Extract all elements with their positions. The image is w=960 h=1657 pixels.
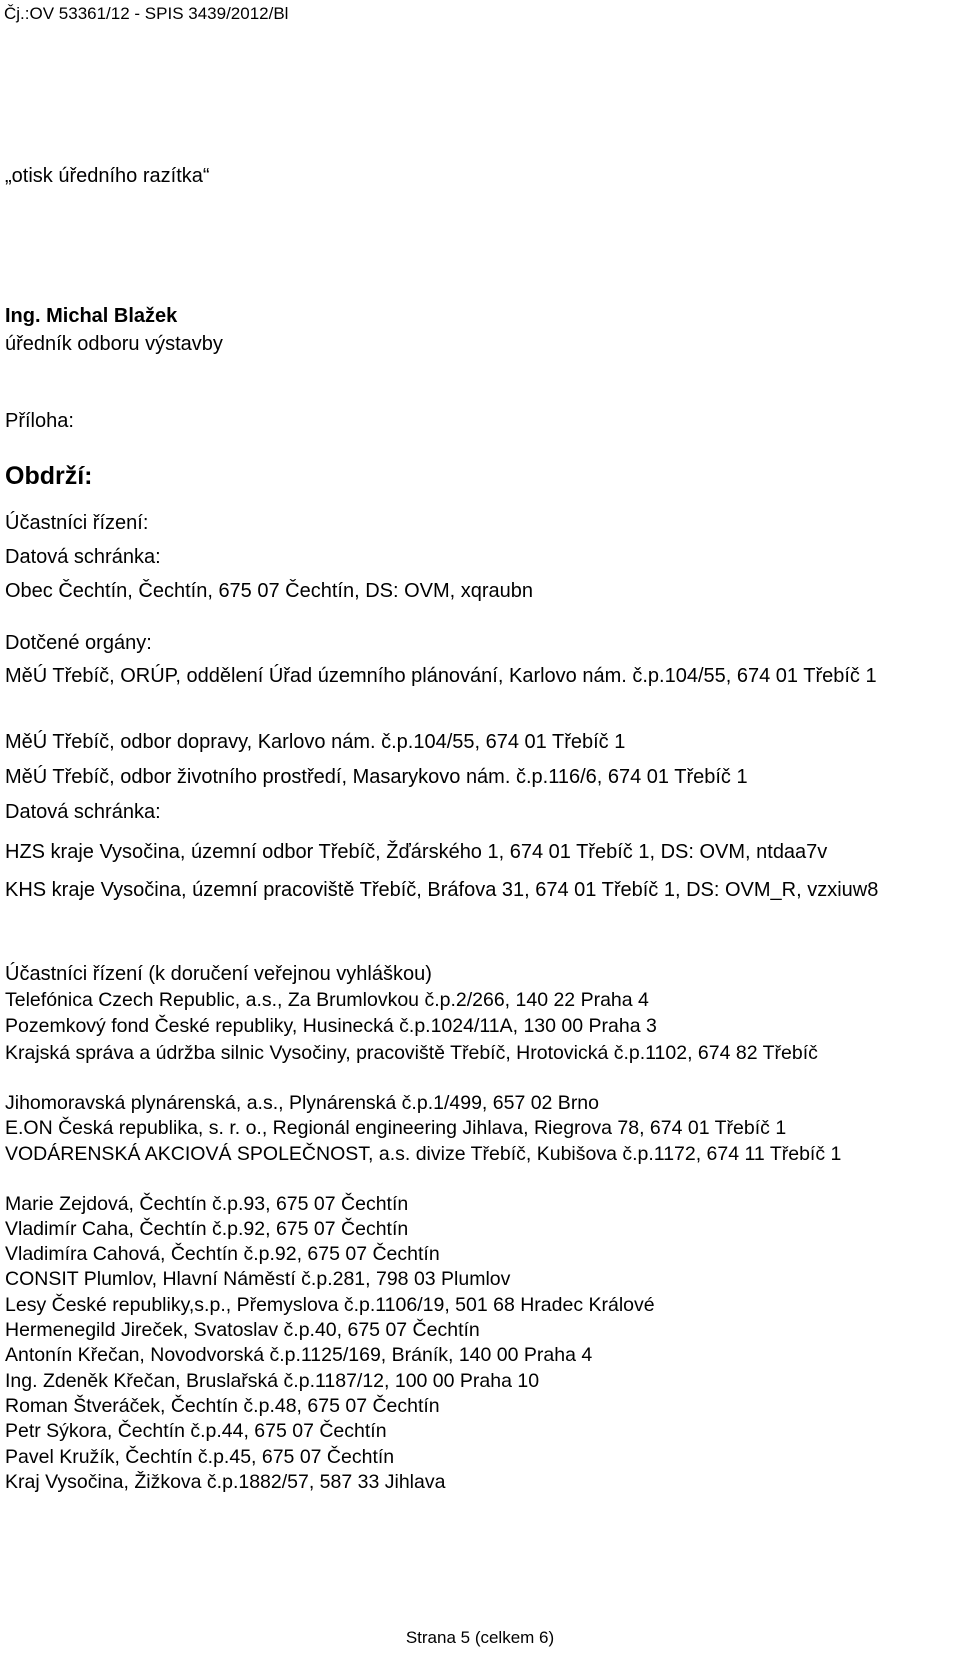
list-item: Marie Zejdová, Čechtín č.p.93, 675 07 Čechtín <box>5 1193 409 1215</box>
recipients-title: Obdrží: <box>5 462 93 490</box>
authority-entry: KHS kraje Vysočina, územní pracoviště Třebíč, Bráfova 31, 674 01 Třebíč 1, DS: OVM_R, vzxiuw8 <box>5 879 879 901</box>
stamp-note: „otisk úředního razítka“ <box>5 165 210 187</box>
list-item: Vladimír Caha, Čechtín č.p.92, 675 07 Čechtín <box>5 1218 409 1240</box>
list-item: CONSIT Plumlov, Hlavní Náměstí č.p.281, 798 03 Plumlov <box>5 1268 511 1290</box>
signatory-role: úředník odboru výstavby <box>5 333 223 355</box>
authority-entry: MěÚ Třebíč, odbor dopravy, Karlovo nám. č.p.104/55, 674 01 Třebíč 1 <box>5 731 626 753</box>
affected-authorities-label: Dotčené orgány: <box>5 632 152 654</box>
databox-label: Datová schránka: <box>5 801 161 823</box>
authority-entry: HZS kraje Vysočina, územní odbor Třebíč, Žďárského 1, 674 01 Třebíč 1, DS: OVM, ntdaa7v <box>5 841 828 863</box>
list-item: E.ON Česká republika, s. r. o., Regionál engineering Jihlava, Riegrova 78, 674 01 Třebíč 1 <box>5 1117 787 1139</box>
list-item: Telefónica Czech Republic, a.s., Za Brumlovkou č.p.2/266, 140 22 Praha 4 <box>5 989 649 1011</box>
authority-entry: MěÚ Třebíč, odbor životního prostředí, Masarykovo nám. č.p.116/6, 674 01 Třebíč 1 <box>5 766 748 788</box>
document-reference: Čj.:OV 53361/12 - SPIS 3439/2012/Bl <box>4 4 289 23</box>
list-item: Pavel Kružík, Čechtín č.p.45, 675 07 Čechtín <box>5 1446 395 1468</box>
list-item: Kraj Vysočina, Žižkova č.p.1882/57, 587 33 Jihlava <box>5 1471 446 1493</box>
participant-entry: Obec Čechtín, Čechtín, 675 07 Čechtín, DS: OVM, xqraubn <box>5 580 534 602</box>
list-item: Roman Štveráček, Čechtín č.p.48, 675 07 Čechtín <box>5 1395 440 1417</box>
public-notice-label: Účastníci řízení (k doručení veřejnou vyhláškou) <box>5 963 432 985</box>
signatory-name: Ing. Michal Blažek <box>5 305 178 327</box>
list-item: Petr Sýkora, Čechtín č.p.44, 675 07 Čechtín <box>5 1420 387 1442</box>
list-item: Krajská správa a údržba silnic Vysočiny, pracoviště Třebíč, Hrotovická č.p.1102, 674 82 Třebíč <box>5 1042 818 1064</box>
list-item: Lesy České republiky,s.p., Přemyslova č.p.1106/19, 501 68 Hradec Králové <box>5 1294 655 1316</box>
authority-entry: MěÚ Třebíč, ORÚP, oddělení Úřad územního plánování, Karlovo nám. č.p.104/55, 674 01 Třebíč 1 <box>5 665 877 687</box>
attachment-label: Příloha: <box>5 410 74 432</box>
list-item: VODÁRENSKÁ AKCIOVÁ SPOLEČNOST, a.s. divize Třebíč, Kubišova č.p.1172, 674 11 Třebíč 1 <box>5 1143 842 1165</box>
page-number: Strana 5 (celkem 6) <box>405 1628 555 1647</box>
databox-label: Datová schránka: <box>5 546 161 568</box>
participants-label: Účastníci řízení: <box>5 512 149 534</box>
list-item: Ing. Zdeněk Křečan, Bruslařská č.p.1187/12, 100 00 Praha 10 <box>5 1370 540 1392</box>
list-item: Antonín Křečan, Novodvorská č.p.1125/169, Bráník, 140 00 Praha 4 <box>5 1344 593 1366</box>
list-item: Hermenegild Jireček, Svatoslav č.p.40, 675 07 Čechtín <box>5 1319 480 1341</box>
list-item: Vladimíra Cahová, Čechtín č.p.92, 675 07 Čechtín <box>5 1243 440 1265</box>
list-item: Pozemkový fond České republiky, Husinecká č.p.1024/11A, 130 00 Praha 3 <box>5 1015 657 1037</box>
list-item: Jihomoravská plynárenská, a.s., Plynárenská č.p.1/499, 657 02 Brno <box>5 1092 599 1114</box>
